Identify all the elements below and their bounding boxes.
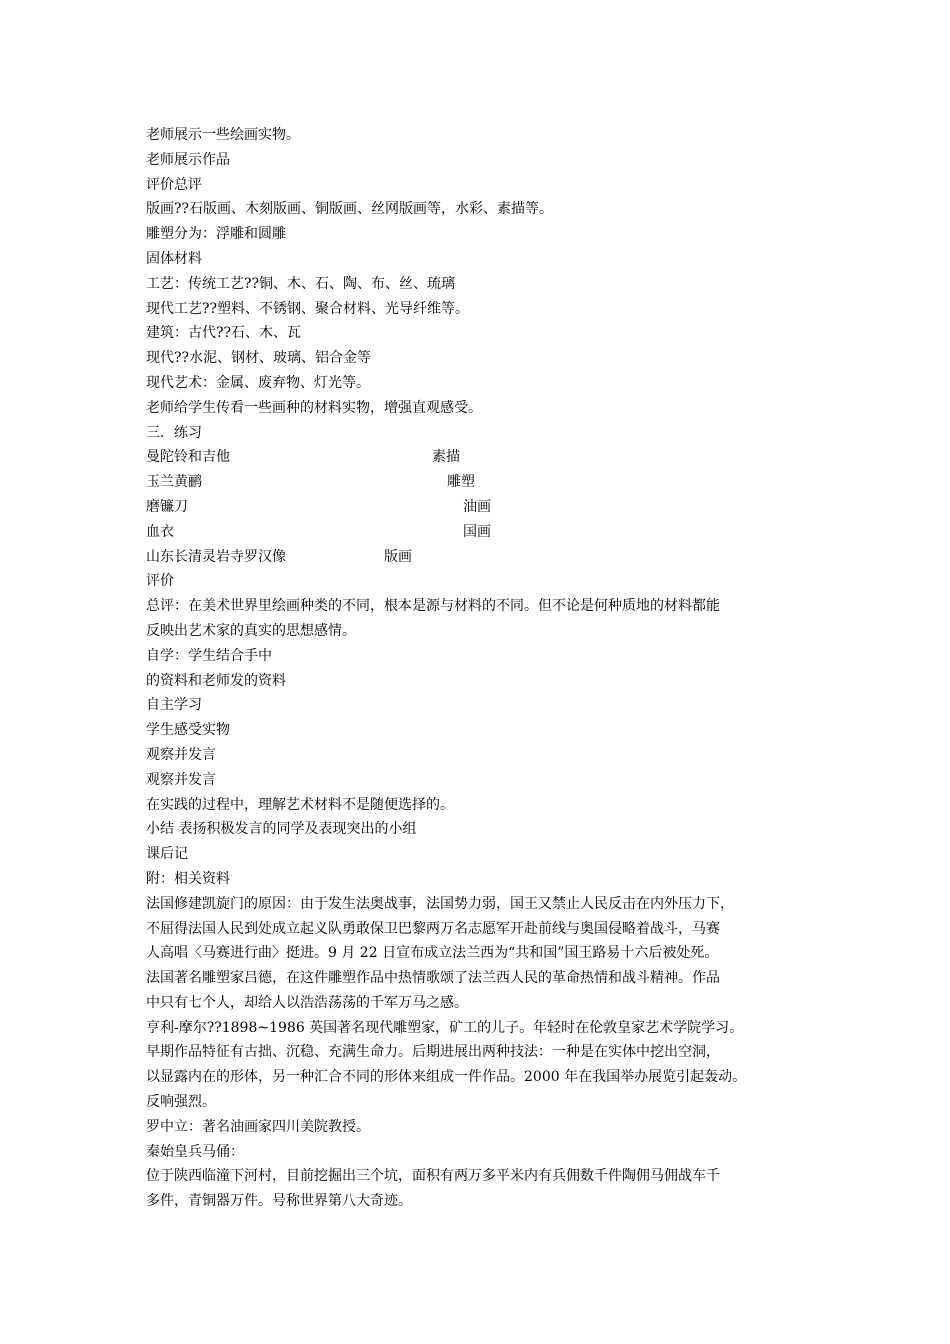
text-line: 法国著名雕塑家吕德，在这件雕塑作品中热情歌颂了法兰西人民的革命热情和战斗精神。作品: [146, 970, 720, 987]
section-heading: 三．练习: [146, 424, 202, 441]
text-line: 工艺：传统工艺??铜、木、石、陶、布、丝、琉璃: [146, 275, 456, 292]
text-line: 老师展示作品: [146, 151, 230, 168]
text-line: 学生感受实物: [146, 722, 230, 739]
text-line: 中只有七个人，却给人以浩浩荡荡的千军万马之感。: [146, 994, 468, 1011]
section-appendix: [146, 892, 826, 1214]
artwork-title: 磨镰刀: [146, 498, 188, 515]
text-line: 不屈得法国人民到处成立起义队勇敢保卫巴黎两万名志愿军开赴前线与奥国侵略着战斗，马赛: [146, 920, 720, 937]
text-line: 人高唱〈马赛进行曲〉挺进。9 月 22 日宣布成立法兰西为“共和国”国王路易十六后被处死。: [146, 945, 719, 962]
art-category: 雕塑: [447, 474, 475, 491]
text-line: 课后记: [146, 846, 188, 863]
text-line: 反响强烈。: [146, 1094, 216, 1111]
practice-row: [146, 520, 826, 545]
art-category: 油画: [463, 498, 491, 515]
practice-row: [146, 495, 826, 520]
section-middle: [146, 569, 826, 891]
artwork-title: 玉兰黄鹂: [146, 474, 202, 491]
art-category: 素描: [432, 449, 460, 466]
text-line: 罗中立：著名油画家四川美院教授。: [146, 1118, 370, 1135]
text-line: 附：相关资料: [146, 870, 230, 887]
text-line: 早期作品特征有古拙、沉稳、充满生命力。后期进展出两种技法：一种是在实体中挖出空洞，: [146, 1044, 720, 1061]
text-line: 观察并发言: [146, 746, 216, 763]
text-line: 亨利-摩尔??1898~1986 英国著名现代雕塑家，矿工的儿子。年轻时在伦敦皇家艺术学院学习。: [146, 1019, 744, 1036]
text-line: 小结 表扬积极发言的同学及表现突出的小组: [146, 821, 417, 838]
text-line: 观察并发言: [146, 771, 216, 788]
artwork-title: 血衣: [146, 523, 174, 540]
text-line: 在实践的过程中，理解艺术材料不是随便选择的。: [146, 796, 454, 813]
text-line: 总评：在美术世界里绘画种类的不同，根本是源与材料的不同。但不论是何种质地的材料都能: [146, 598, 720, 615]
text-line: 评价: [146, 573, 174, 590]
text-line: 自学：学生结合手中: [146, 647, 272, 664]
text-line: 多件，青铜器万件。号称世界第八大奇迹。: [146, 1193, 412, 1210]
practice-row: [146, 445, 826, 470]
text-line: 的资料和老师发的资料: [146, 672, 286, 689]
text-line: 以显露内在的形体，另一种汇合不同的形体来组成一件作品。2000 年在我国举办展览引起轰动。: [146, 1069, 747, 1086]
practice-row: [146, 545, 826, 570]
practice-row: [146, 470, 826, 495]
text-line: 现代??水泥、钢材、玻璃、铝合金等: [146, 350, 372, 367]
artwork-title: 山东长清灵岩寺罗汉像: [146, 548, 286, 565]
text-line: 现代工艺??塑料、不锈钢、聚合材料、光导纤维等。: [146, 300, 470, 317]
text-line: 评价总评: [146, 176, 202, 193]
text-line: 雕塑分为：浮雕和圆雕: [146, 226, 286, 243]
text-line: 法国修建凯旋门的原因：由于发生法奥战事，法国势力弱，国王又禁止人民反击在内外压力下，: [146, 895, 734, 912]
art-category: 国画: [463, 523, 491, 540]
section-top: [146, 123, 826, 445]
text-line: 现代艺术：金属、废弃物、灯光等。: [146, 374, 370, 391]
artwork-title: 曼陀铃和吉他: [146, 449, 230, 466]
practice-list: [146, 445, 826, 569]
text-line: 秦始皇兵马俑：: [146, 1143, 244, 1160]
text-line: 老师展示一些绘画实物。: [146, 127, 300, 143]
text-line: 反映出艺术家的真实的思想感情。: [146, 622, 356, 639]
art-category: 版画: [384, 548, 412, 565]
text-line: 自主学习: [146, 697, 202, 714]
text-line: 位于陕西临潼下河村，目前挖掘出三个坑，面积有两万多平米内有兵佣数千件陶佣马佣战车千: [146, 1168, 720, 1185]
text-line: 版画??石版画、木刻版画、铜版画、丝网版画等，水彩、素描等。: [146, 201, 554, 218]
text-line: 建筑：古代??石、木、瓦: [146, 325, 302, 342]
text-line: 老师给学生传看一些画种的材料实物，增强直观感受。: [146, 399, 482, 416]
document-page: [146, 123, 826, 1214]
text-line: 固体材料: [146, 250, 202, 267]
